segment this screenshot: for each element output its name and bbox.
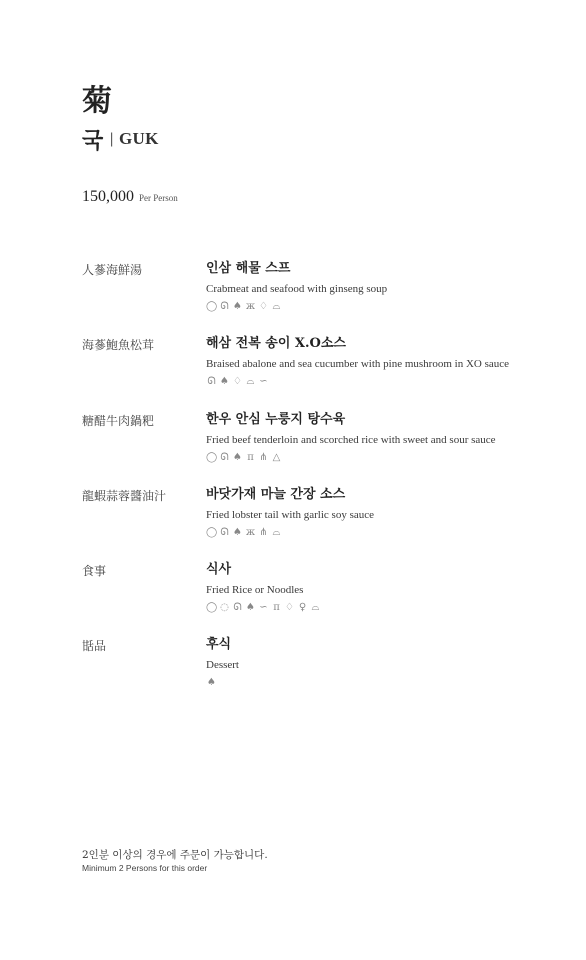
shrimp-icon: ᘏ — [207, 376, 216, 387]
course-name-korean: 한우 안심 누룽지 탕수육 — [206, 412, 346, 427]
order-note — [82, 848, 268, 873]
leaf-icon: ♠ — [233, 301, 242, 312]
leaf-icon: ♠ — [220, 376, 229, 387]
egg-icon: ◯ — [206, 602, 218, 613]
price-amount: 150,000 — [82, 188, 134, 205]
course-hanja: 龍蝦蒜蓉醬油汁 — [82, 489, 167, 503]
shrimp-icon: ᘏ — [233, 602, 242, 613]
beef-icon: π — [273, 602, 280, 613]
course-name-korean: 바닷가재 마늘 간장 소스 — [206, 487, 346, 502]
allergen-icons — [206, 677, 239, 689]
course-hanja: 甛品 — [82, 639, 107, 653]
course-name-korean: 해삼 전복 송이 X.O소스 — [206, 336, 346, 351]
price — [82, 188, 178, 206]
course-name-korean: 후식 — [206, 637, 232, 652]
course-name-english: Crabmeat and seafood with ginseng soup — [206, 283, 388, 295]
course-hanja: 海蔘鮑魚松茸 — [82, 338, 155, 352]
order-note-korean: 2인분 이상의 경우에 주문이 가능합니다. — [82, 849, 268, 861]
squid-icon: ∽ — [259, 602, 268, 613]
crab-icon: ж — [245, 301, 256, 312]
menu-title-english: GUK — [118, 129, 159, 148]
shrimp-icon: ᘏ — [220, 301, 229, 312]
course-hanja: 糖醋牛肉鍋粑 — [82, 414, 155, 428]
menu-title-korean: 국 — [82, 127, 104, 154]
course-hanja: 食事 — [82, 564, 107, 578]
wheat-icon: ⋔ — [259, 527, 268, 538]
squid-icon: ∽ — [259, 376, 268, 387]
shrimp-icon: ᘏ — [220, 452, 229, 463]
course-name-english: Fried lobster tail with garlic soy sauce — [206, 509, 375, 521]
allergen-icons — [206, 301, 387, 313]
wheat-icon: ⋔ — [259, 452, 268, 463]
leaf-icon: ♠ — [233, 452, 242, 463]
mushroom-icon: ⌓ — [272, 527, 281, 538]
order-note-english: Minimum 2 Persons for this order — [82, 863, 208, 873]
course-name-english: Fried Rice or Noodles — [206, 584, 304, 596]
mushroom-icon: ⌓ — [311, 602, 320, 613]
shellfish-icon: ♢ — [233, 376, 242, 387]
allergen-icons — [206, 452, 496, 464]
menu-title — [82, 126, 159, 152]
allergen-icons — [206, 527, 374, 539]
egg-icon: ◯ — [206, 301, 218, 312]
egg-icon: ◯ — [206, 452, 218, 463]
mushroom-icon: ⌓ — [272, 301, 281, 312]
course-name-english: Dessert — [206, 659, 239, 671]
mushroom-icon: ⌓ — [246, 376, 255, 387]
course-name-english: Braised abalone and sea cucumber with pine mushroom in XO sauce — [206, 358, 510, 370]
course-hanja: 人蔘海鮮湯 — [82, 263, 143, 277]
crab-icon: ж — [245, 527, 256, 538]
course-name-english: Fried beef tenderloin and scorched rice with sweet and sour sauce — [206, 434, 496, 446]
flask-icon: △ — [272, 452, 281, 463]
leaf-icon: ♠ — [246, 602, 255, 613]
beef-icon: π — [247, 452, 254, 463]
bean-icon: ◌ — [220, 602, 229, 613]
shellfish-icon: ♢ — [285, 602, 294, 613]
chicken-icon: ♀ — [298, 602, 307, 613]
allergen-icons — [206, 602, 321, 614]
allergen-icons — [206, 376, 509, 388]
title-separator: | — [109, 131, 114, 147]
course-name-korean: 인삼 해물 스프 — [206, 261, 291, 276]
shrimp-icon: ᘏ — [220, 527, 229, 538]
leaf-icon: ♠ — [233, 527, 242, 538]
egg-icon: ◯ — [206, 527, 218, 538]
shellfish-icon: ♢ — [259, 301, 268, 312]
menu-hanja-title: 菊 — [82, 84, 112, 119]
course-name-korean: 식사 — [206, 562, 232, 577]
leaf-icon: ♠ — [207, 677, 216, 688]
price-unit: Per Person — [139, 193, 178, 203]
